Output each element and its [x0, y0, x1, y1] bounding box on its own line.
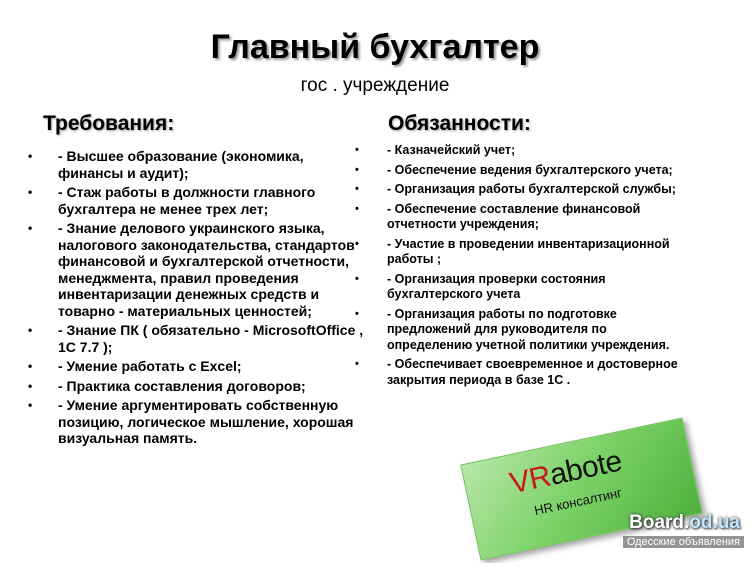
list-item [28, 378, 368, 395]
list-item-text: - Обеспечение ведения бухгалтерского учета; [387, 162, 673, 177]
list-item [28, 148, 368, 181]
bullet-icon: • [355, 144, 359, 156]
list-item-text: - Практика составления договоров; [58, 377, 306, 394]
watermark-tagline: Одесские объявления [623, 536, 744, 548]
list-item [355, 182, 685, 198]
list-item-text: - Организация работы бухгалтерской службы; [387, 182, 676, 196]
list-item [355, 237, 685, 268]
list-item-text: - Участие в проведении инвентаризационной работы ; [387, 236, 670, 266]
list-item-text: - Стаж работы в должности главного бухгалтера не менее трех лет; [58, 184, 316, 217]
watermark-site: Board.od.ua [629, 512, 740, 533]
list-item [28, 322, 368, 355]
duties-heading: Обязанности: [388, 112, 531, 135]
list-item-text: - Обеспечение составление финансовой отчетности учреждения; [387, 201, 641, 231]
bullet-icon: • [355, 237, 359, 250]
bullet-icon: • [28, 221, 33, 235]
list-item [355, 307, 685, 354]
bullet-icon: • [28, 398, 33, 412]
list-item-text: - Организация проверки состояния бухгалтерского учета [387, 271, 606, 301]
page-subtitle: гос . учреждение [300, 75, 450, 96]
list-item-text: - Высшее образование (экономика, финансы и аудит); [58, 148, 304, 181]
bullet-icon: • [355, 163, 359, 176]
list-item-text: - Умение аргументировать собственную позицию, логическое мышление, хорошая визуальная память. [58, 397, 354, 446]
requirements-list [28, 148, 368, 450]
list-item-text: - Знание ПК ( обязательно - MicrosoftOffice , 1С 7.7 ); [58, 322, 364, 355]
requirements-heading: Требования: [43, 112, 175, 135]
list-item [355, 163, 685, 179]
bullet-icon: • [28, 149, 33, 163]
list-item-text: - Знание делового украинского языка, налогового законодательства, стандартов финансовой и бухгалтерской отчетности, менеджмента, правил проведения инвентаризации денежных средств и товарно - материальных ценностей; [58, 220, 355, 319]
duties-list [355, 143, 685, 392]
list-item [28, 397, 368, 447]
list-item [355, 143, 685, 159]
list-item [28, 358, 368, 375]
list-item-text: - Организация работы по подготовке предложений для руководителя по определению учетной политики учреждения. [387, 306, 670, 352]
badge-tagline: HR консалтинг [532, 484, 624, 519]
list-item [355, 202, 685, 233]
badge-brand: VRabote [507, 444, 625, 501]
list-item [28, 220, 368, 319]
bullet-icon: • [28, 378, 33, 393]
bullet-icon: • [355, 307, 359, 320]
list-item-text: - Казначейский учет; [387, 143, 516, 157]
list-item-text: - Умение работать с Excel; [58, 358, 242, 374]
bullet-icon: • [28, 185, 33, 199]
bullet-icon: • [355, 183, 359, 195]
bullet-icon: • [355, 272, 359, 285]
list-item [355, 272, 685, 303]
list-item [355, 357, 685, 388]
bullet-icon: • [355, 202, 359, 215]
list-item-text: - Обеспечивает своевременное и достоверное закрытия периода в базе 1С . [387, 357, 678, 387]
bullet-icon: • [28, 323, 33, 337]
bullet-icon: • [355, 358, 359, 370]
page-title: Главный бухгалтер [210, 28, 540, 66]
bullet-icon: • [28, 359, 33, 373]
list-item [28, 184, 368, 217]
